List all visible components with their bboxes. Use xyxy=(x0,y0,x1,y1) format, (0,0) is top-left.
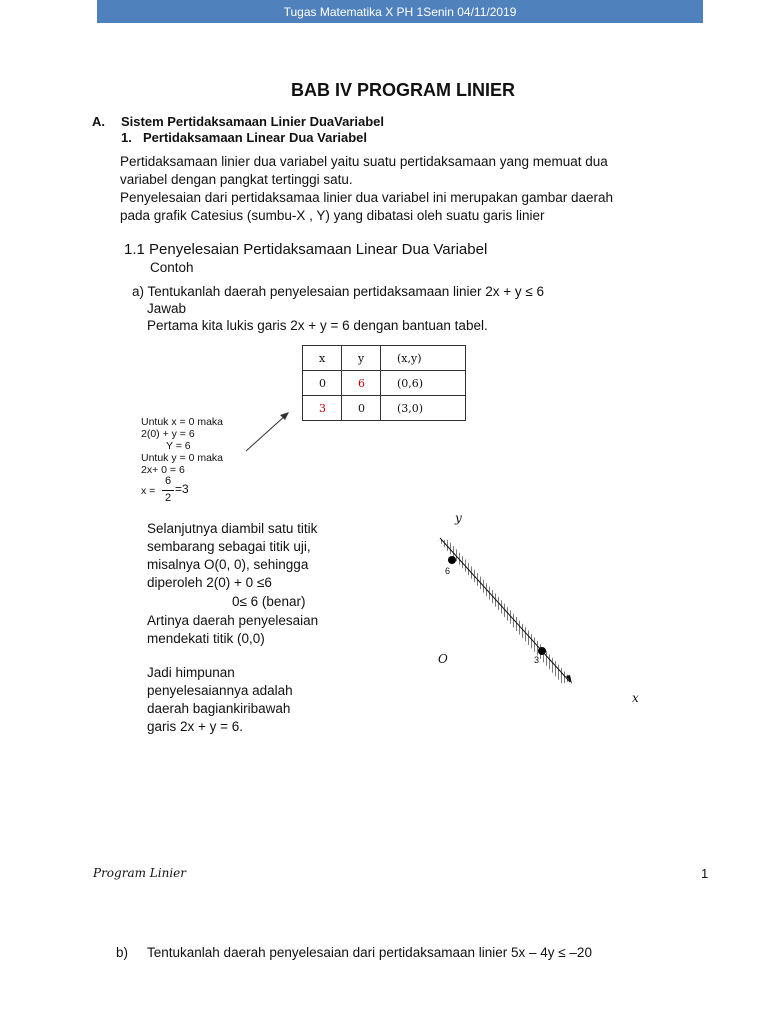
subsection-1-1-title: 1.1 Penyelesaian Pertidaksamaan Linear Dua Variabel xyxy=(124,241,488,258)
point-3-0 xyxy=(538,647,546,655)
side-note-x-result: =3 xyxy=(175,482,189,496)
footer-title: Program Linier xyxy=(93,866,187,880)
intro-line-4: pada grafik Catesius (sumbu-X , Y) yang dibatasi oleh suatu garis linier xyxy=(120,208,545,223)
y-intercept-label: 6 xyxy=(445,566,451,576)
side-note-line: Untuk x = 0 maka xyxy=(141,416,223,428)
page-number: 1 xyxy=(701,866,709,881)
section-a-title: Sistem Pertidaksamaan Linier DuaVariabel xyxy=(121,114,385,129)
explanation-line: sembarang sebagai titik uji, xyxy=(147,539,311,554)
table-row xyxy=(303,371,466,396)
x-intercept-label: 3 xyxy=(534,655,540,665)
value-table xyxy=(302,345,466,421)
chapter-title: BAB IV PROGRAM LINIER xyxy=(290,80,515,100)
table-cell: 3 xyxy=(303,396,342,421)
table-cell: 6 xyxy=(342,371,381,396)
intro-line-1: Pertidaksamaan linier dua variabel yaitu suatu pertidaksamaan yang memuat dua xyxy=(120,154,608,169)
page-header xyxy=(97,0,703,23)
example-a-step: Pertama kita lukis garis 2x + y = 6 dengan bantuan tabel. xyxy=(147,318,488,333)
example-b-marker: b) xyxy=(116,945,129,960)
intro-line-2: variabel dengan pangkat tertinggi satu. xyxy=(120,172,353,187)
explanation-line: diperoleh 2(0) + 0 ≤6 xyxy=(147,575,272,590)
table-cell: 0 xyxy=(342,396,381,421)
table-row xyxy=(303,396,466,421)
point-0-6 xyxy=(448,556,456,564)
explanation-line: daerah bagiankiribawah xyxy=(147,701,291,716)
explanation-line: Jadi himpunan xyxy=(147,665,235,680)
section-a-marker: A. xyxy=(92,114,105,129)
graph-canvas xyxy=(420,530,590,690)
origin-label: O xyxy=(438,652,448,666)
jawab-label: Jawab xyxy=(147,301,187,316)
example-a-question: a) Tentukanlah daerah penyelesaian pertidaksamaan linier 2x + y ≤ 6 xyxy=(132,284,545,299)
fraction-numerator: 6 xyxy=(164,475,172,487)
fraction-bar xyxy=(162,490,174,491)
header-text: Tugas Matematika X PH 1Senin 04/11/2019 xyxy=(283,4,517,19)
solution-graph xyxy=(420,511,639,705)
table-header-cell: (x,y) xyxy=(381,346,466,371)
explanation-line: Artinya daerah penyelesaian xyxy=(147,613,319,628)
side-note-line: Y = 6 xyxy=(166,440,191,452)
explanation-line: 0≤ 6 (benar) xyxy=(232,594,306,609)
table-cell: (0,6) xyxy=(381,371,466,396)
table-cell: 0 xyxy=(303,371,342,396)
table-header-cell: y xyxy=(342,346,381,371)
table-cell: (3,0) xyxy=(381,396,466,421)
explanation-line: misalnya O(0, 0), sehingga xyxy=(147,557,309,572)
side-note-line: Untuk y = 0 maka xyxy=(141,452,223,464)
y-axis-label: y xyxy=(455,511,462,525)
explanation-line: garis 2x + y = 6. xyxy=(147,719,244,734)
intro-line-3: Penyelesaian dari pertidaksamaa linier dua variabel ini merupakan gambar daerah xyxy=(120,190,614,205)
explanation-line: mendekati titik (0,0) xyxy=(147,631,265,646)
side-note-x-prefix: x = xyxy=(141,485,156,497)
boundary-line xyxy=(440,538,570,682)
table-header-row xyxy=(303,346,466,371)
example-b-question: Tentukanlah daerah penyelesaian dari pertidaksamaan linier 5x – 4y ≤ –20 xyxy=(147,945,592,960)
side-note-line: 2(0) + y = 6 xyxy=(141,428,195,440)
subsection-1-title: Pertidaksamaan Linear Dua Variabel xyxy=(143,130,367,145)
side-note-line: 2x+ 0 = 6 xyxy=(141,464,185,476)
explanation-line: Selanjutnya diambil satu titik xyxy=(147,521,318,536)
pointer-arrow xyxy=(240,405,300,455)
contoh-label: Contoh xyxy=(150,260,194,275)
explanation-line: penyelesaiannya adalah xyxy=(147,683,293,698)
subsection-1-marker: 1. xyxy=(121,130,132,145)
table-header-cell: x xyxy=(303,346,342,371)
x-axis-label: x xyxy=(632,691,639,705)
fraction-denominator: 2 xyxy=(164,492,172,504)
